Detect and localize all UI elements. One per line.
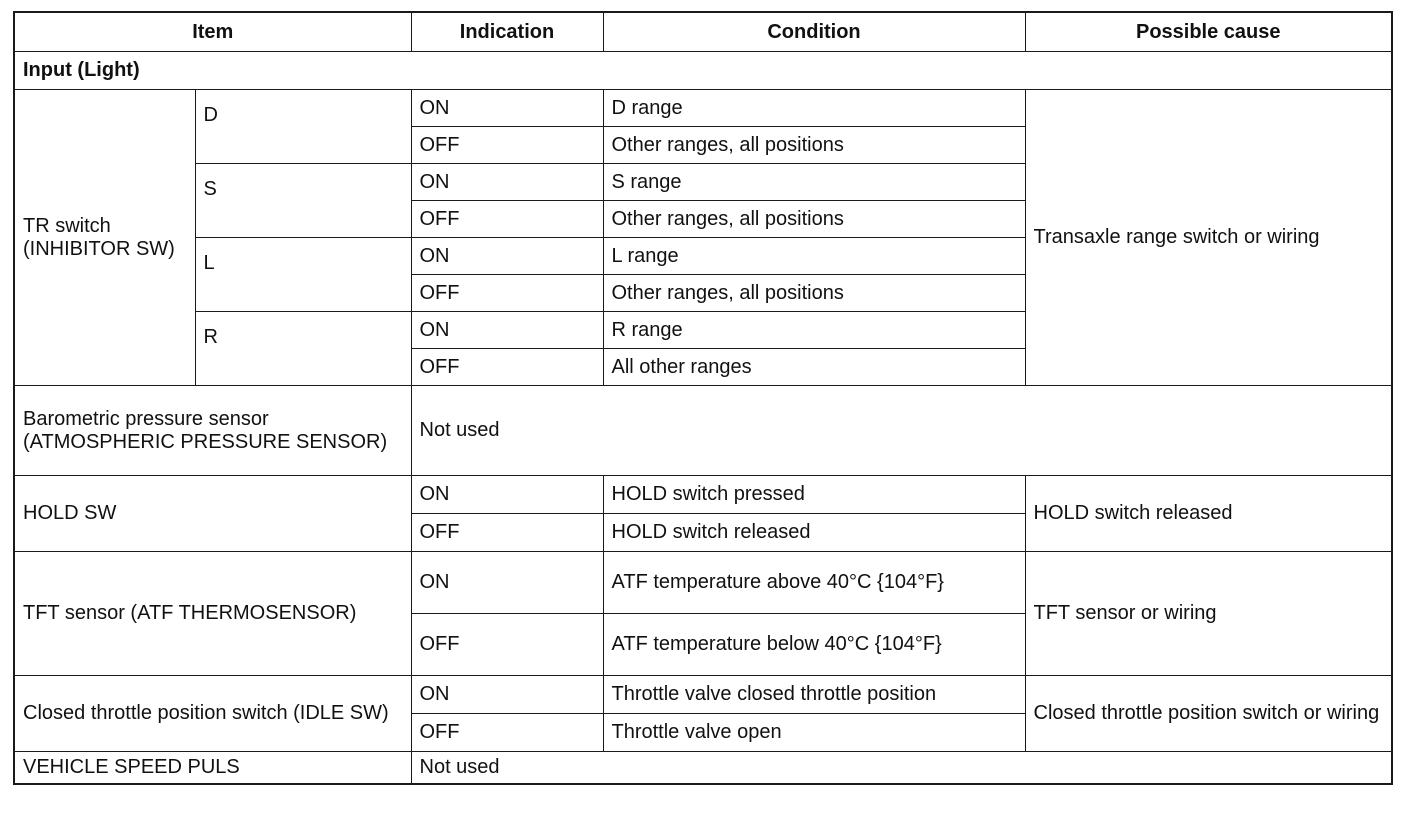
- indication-on: ON: [411, 164, 603, 201]
- hold-sw-cause: HOLD switch released: [1025, 476, 1392, 552]
- table-row: [14, 676, 1392, 714]
- condition-cell: Other ranges, all positions: [603, 127, 1025, 164]
- indication-on: ON: [411, 312, 603, 349]
- range-l-label: L: [195, 238, 411, 312]
- tft-sensor-cause: TFT sensor or wiring: [1025, 552, 1392, 676]
- indication-off: OFF: [411, 514, 603, 552]
- idle-sw-item: Closed throttle position switch (IDLE SW): [14, 676, 411, 752]
- condition-cell: Throttle valve open: [603, 714, 1025, 752]
- table-row: [14, 552, 1392, 614]
- condition-cell: Throttle valve closed throttle position: [603, 676, 1025, 714]
- indication-off: OFF: [411, 275, 603, 312]
- idle-sw-cause: Closed throttle position switch or wiring: [1025, 676, 1392, 752]
- indication-on: ON: [411, 238, 603, 275]
- condition-cell: HOLD switch released: [603, 514, 1025, 552]
- condition-cell: Other ranges, all positions: [603, 201, 1025, 238]
- table-row: [14, 90, 1392, 127]
- indication-off: OFF: [411, 201, 603, 238]
- condition-cell: L range: [603, 238, 1025, 275]
- barometric-item: Barometric pressure sensor (ATMOSPHERIC PRESSURE SENSOR): [14, 386, 411, 476]
- barometric-note: Not used: [411, 386, 1392, 476]
- header-item: Item: [14, 12, 411, 52]
- condition-cell: ATF temperature below 40°C {104°F}: [603, 614, 1025, 676]
- condition-cell: D range: [603, 90, 1025, 127]
- condition-cell: ATF temperature above 40°C {104°F}: [603, 552, 1025, 614]
- header-possible-cause: Possible cause: [1025, 12, 1392, 52]
- indication-on: ON: [411, 476, 603, 514]
- vehicle-speed-note: Not used: [411, 752, 1392, 784]
- range-d-label: D: [195, 90, 411, 164]
- indication-on: ON: [411, 676, 603, 714]
- indication-off: OFF: [411, 349, 603, 386]
- hold-sw-item: HOLD SW: [14, 476, 411, 552]
- condition-cell: R range: [603, 312, 1025, 349]
- vehicle-speed-item: VEHICLE SPEED PULS: [14, 752, 411, 784]
- range-r-label: R: [195, 312, 411, 386]
- diagnostic-table: [13, 11, 1393, 785]
- header-indication: Indication: [411, 12, 603, 52]
- indication-off: OFF: [411, 127, 603, 164]
- header-row: [14, 12, 1392, 52]
- table-row: [14, 386, 1392, 476]
- section-title: Input (Light): [14, 52, 1392, 90]
- table-row: [14, 752, 1392, 784]
- indication-off: OFF: [411, 614, 603, 676]
- indication-on: ON: [411, 552, 603, 614]
- tft-sensor-item: TFT sensor (ATF THERMOSENSOR): [14, 552, 411, 676]
- condition-cell: Other ranges, all positions: [603, 275, 1025, 312]
- range-s-label: S: [195, 164, 411, 238]
- section-row: [14, 52, 1392, 90]
- indication-off: OFF: [411, 714, 603, 752]
- table-row: [14, 476, 1392, 514]
- indication-on: ON: [411, 90, 603, 127]
- tr-switch-cause: Transaxle range switch or wiring: [1025, 90, 1392, 386]
- condition-cell: All other ranges: [603, 349, 1025, 386]
- condition-cell: HOLD switch pressed: [603, 476, 1025, 514]
- tr-switch-item: TR switch (INHIBITOR SW): [14, 90, 195, 386]
- condition-cell: S range: [603, 164, 1025, 201]
- header-condition: Condition: [603, 12, 1025, 52]
